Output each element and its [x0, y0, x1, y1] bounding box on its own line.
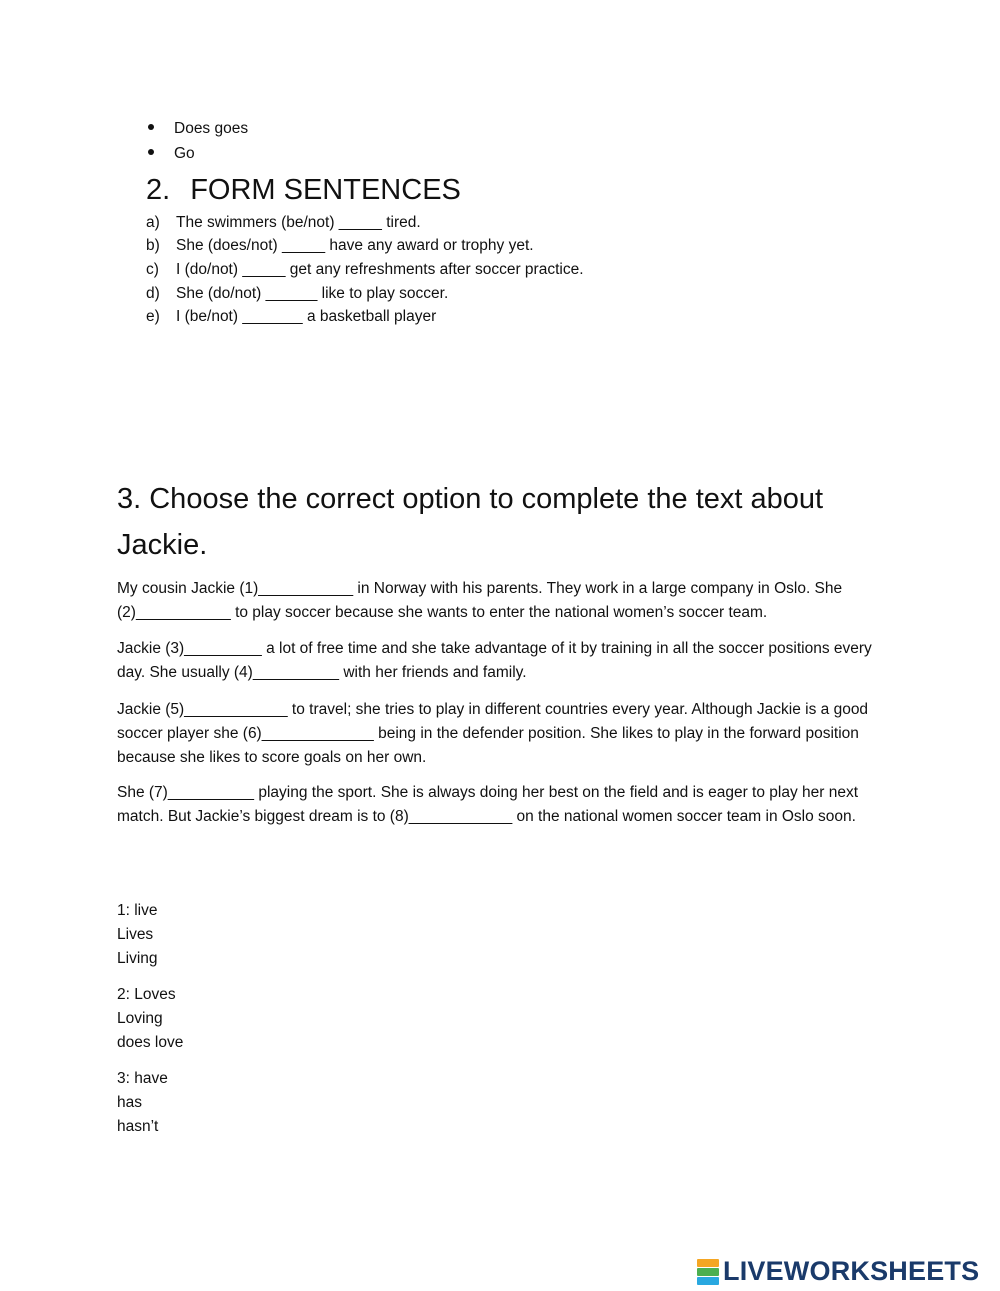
option-group-2 — [117, 983, 183, 1055]
section3-heading: 3. Choose the correct option to complete the text about Jackie. — [117, 483, 824, 561]
paragraph-1: My cousin Jackie (1)___________ in Norway with his parents. They work in a large company in Oslo. She (2)___________ to play soccer because she wants to enter the national women’s soccer team. — [117, 580, 843, 621]
option-item: Loving — [117, 1010, 163, 1027]
paragraph-3: Jackie (5)____________ to travel; she tries to play in different countries every year. Although Jackie is a good soccer player she (6)_____________ being in the defender position. She likes to play in the forward position because she likes to score goals on her own. — [117, 701, 869, 766]
option-item: Lives — [117, 926, 154, 943]
option-item: 2: Loves — [117, 986, 176, 1003]
option-item: Living — [117, 950, 158, 967]
option-item: hasn’t — [117, 1118, 159, 1135]
logo-text: LIVEWORKSHEETS — [723, 1256, 980, 1286]
sentence-item-a: a) The swimmers (be/not) _____ tired. — [146, 214, 421, 231]
section2-heading: 2. FORM SENTENCES — [146, 174, 461, 206]
paragraph-2: Jackie (3)_________ a lot of free time and she take advantage of it by training in all the soccer positions every day. She usually (4)__________ with her friends and family. — [117, 640, 872, 681]
bullet-item: Does goes — [148, 117, 248, 141]
liveworksheets-logo — [697, 1256, 979, 1286]
option-item: does love — [117, 1034, 184, 1051]
sentence-item-c: c) I (do/not) _____ get any refreshments after soccer practice. — [146, 261, 584, 278]
option-item: 1: live — [117, 902, 158, 919]
bullet-item: Go — [148, 142, 195, 166]
bullet-dot-icon — [148, 149, 154, 155]
sentence-item-e: e) I (be/not) _______ a basketball player — [146, 308, 437, 325]
sentence-item-b: b) She (does/not) _____ have any award or trophy yet. — [146, 237, 534, 254]
option-group-1 — [117, 899, 158, 971]
sentence-item-d: d) She (do/not) ______ like to play soccer. — [146, 285, 449, 302]
option-group-3 — [117, 1067, 168, 1139]
bullet-dot-icon — [148, 124, 154, 130]
paragraph-4: She (7)__________ playing the sport. She is always doing her best on the field and is eager to play her next match. But Jackie’s biggest dream is to (8)____________ on the national women soccer team in Oslo soon. — [117, 784, 859, 825]
logo-blocks-icon — [697, 1259, 719, 1285]
option-item: has — [117, 1094, 142, 1111]
option-item: 3: have — [117, 1070, 168, 1087]
